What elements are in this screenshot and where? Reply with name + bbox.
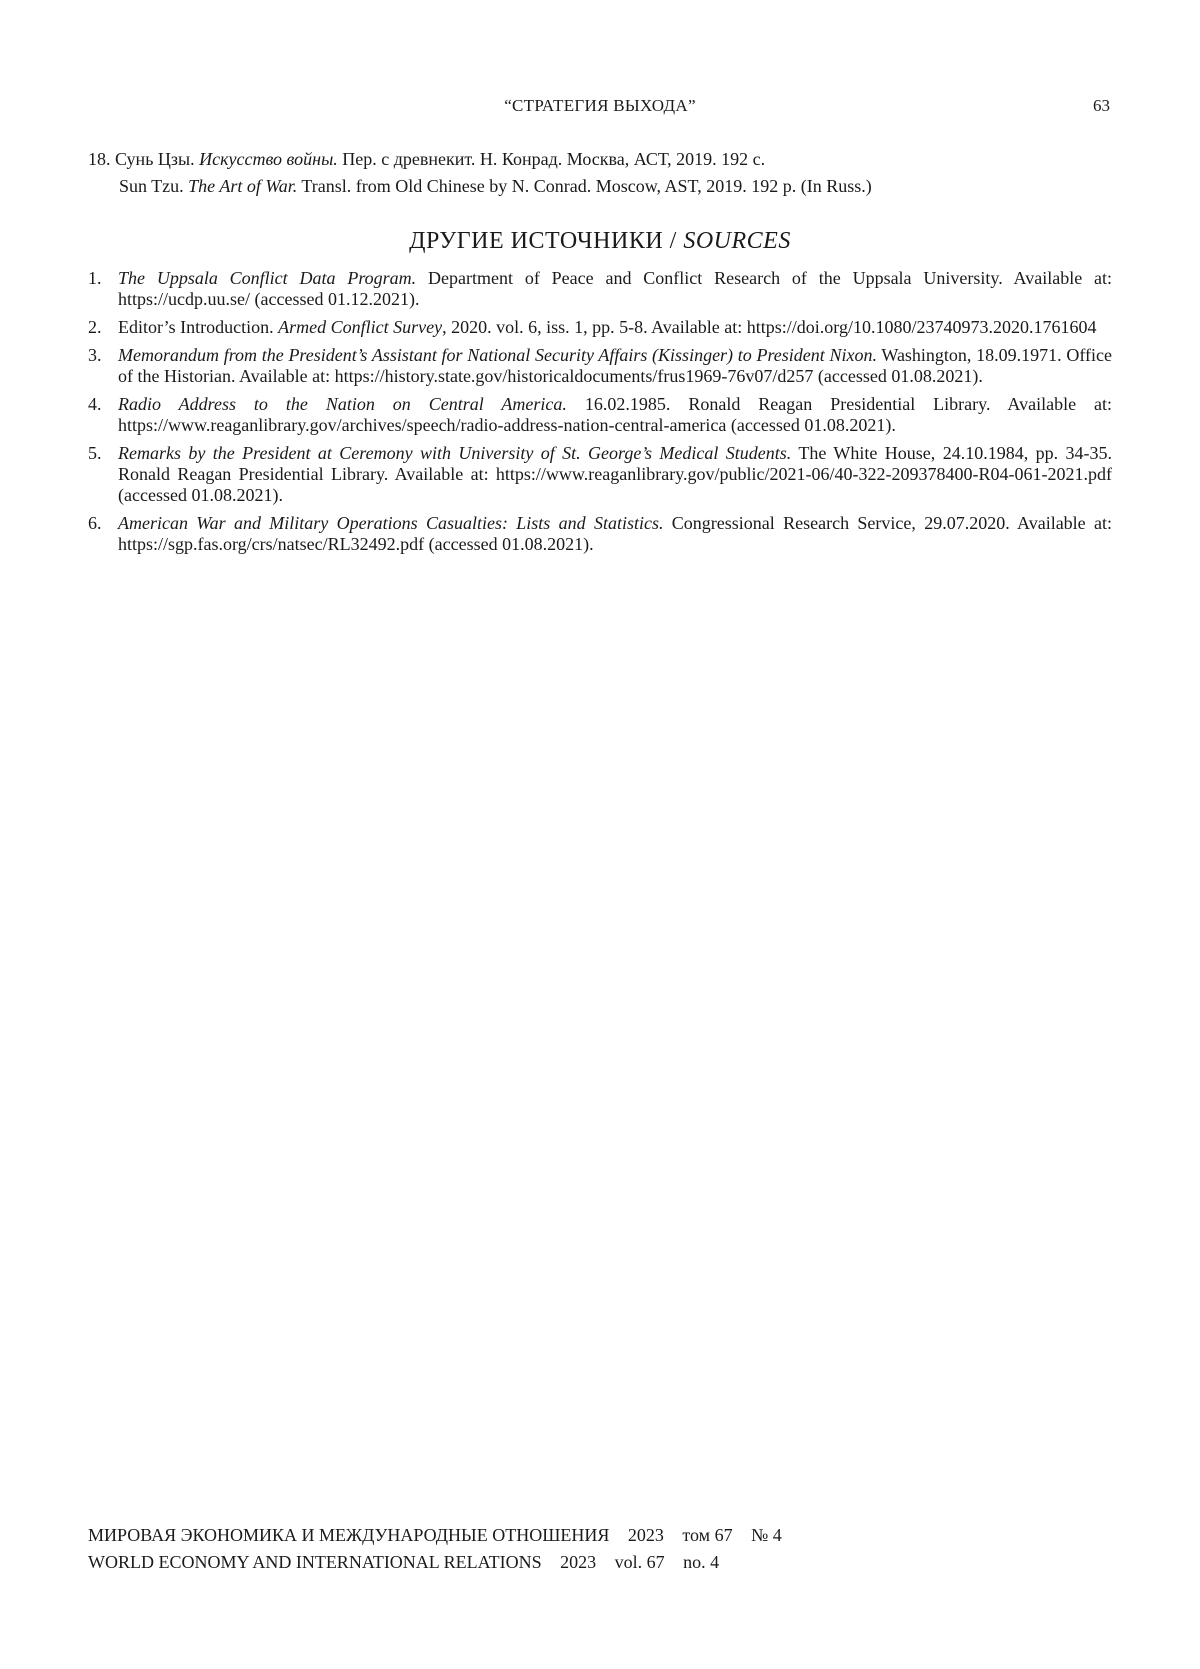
reference-18 xyxy=(88,146,1112,200)
source-item xyxy=(88,345,1112,387)
running-title: “СТРАТЕГИЯ ВЫХОДА” xyxy=(504,96,696,115)
reference-number: 18. xyxy=(88,149,111,169)
source-item xyxy=(88,268,1112,310)
reference-18-russian xyxy=(88,146,1112,173)
source-details: Department of Peace and Conflict Research of the Uppsala University. Available at: https://ucdp.uu.se/ (accessed 01.12.2021). xyxy=(118,268,1113,309)
journal-footer xyxy=(88,1522,782,1576)
source-title: The Uppsala Conflict Data Program. xyxy=(118,268,417,288)
source-number: 3. xyxy=(88,345,102,365)
source-title: Memorandum from the President’s Assistant for National Security Affairs (Kissinger) to President Nixon. xyxy=(118,345,877,365)
reference-title: The Art of War. xyxy=(188,176,298,196)
source-details: Congressional Research Service, 29.07.2020. Available at: https://sgp.fas.org/crs/natsec/RL32492.pdf (accessed 01.08.2021). xyxy=(118,513,1112,554)
source-number: 6. xyxy=(88,513,102,533)
source-title: American War and Military Operations Casualties: Lists and Statistics. xyxy=(118,513,664,533)
journal-year: 2023 xyxy=(627,1525,664,1545)
source-number: 4. xyxy=(88,394,102,414)
source-details: The White House, 24.10.1984, pp. 34-35. Ronald Reagan Presidential Library. Available at: https://www.reaganlibrary.gov/public/2021-06/40-322-209378400-R04-061-2021.pdf (accessed 01.08.2021). xyxy=(118,443,1112,505)
source-details: Washington, 18.09.1971. Office of the Historian. Available at: https://history.state.gov/historicaldocuments/frus1969-76v07/d257 (accessed 01.08.2021). xyxy=(118,345,1112,386)
source-title: Remarks by the President at Ceremony with University of St. George’s Medical Students. xyxy=(118,443,792,463)
source-author: Editor’s Introduction. xyxy=(118,317,274,337)
source-title: Radio Address to the Nation on Central America. xyxy=(118,394,567,414)
page-number: 63 xyxy=(1093,96,1110,115)
source-text xyxy=(118,394,1112,435)
journal-name: МИРОВАЯ ЭКОНОМИКА И МЕЖДУНАРОДНЫЕ ОТНОШЕНИЯ xyxy=(88,1525,610,1545)
reference-author: Sun Tzu. xyxy=(119,176,184,196)
source-item xyxy=(88,317,1112,338)
source-number: 2. xyxy=(88,317,102,337)
source-text xyxy=(118,345,1112,386)
source-text xyxy=(118,268,1112,309)
journal-footer-en xyxy=(88,1549,782,1576)
source-item xyxy=(88,513,1112,555)
reference-author: Сунь Цзы. xyxy=(115,149,195,169)
source-details: 16.02.1985. Ronald Reagan Presidential Library. Available at: https://www.reaganlibrary.gov/archives/speech/radio-address-nation-central-america (accessed 01.08.2021). xyxy=(118,394,1113,435)
source-text xyxy=(118,317,1096,337)
section-heading xyxy=(0,228,1200,255)
journal-year: 2023 xyxy=(560,1552,597,1572)
journal-volume: vol. 67 xyxy=(614,1552,665,1572)
reference-18-english xyxy=(88,173,1112,200)
journal-issue: № 4 xyxy=(751,1525,782,1545)
source-number: 5. xyxy=(88,443,102,463)
journal-footer-ru xyxy=(88,1522,782,1549)
reference-details: Transl. from Old Chinese by N. Conrad. Moscow, AST, 2019. 192 p. (In Russ.) xyxy=(301,176,872,196)
section-heading-en: SOURCES xyxy=(683,228,791,254)
source-item xyxy=(88,443,1112,506)
source-text xyxy=(118,513,1112,554)
journal-volume: том 67 xyxy=(682,1525,733,1545)
source-details: , 2020. vol. 6, iss. 1, pp. 5-8. Available at: https://doi.org/10.1080/23740973.2020.1761604 xyxy=(442,317,1097,337)
section-heading-ru: ДРУГИЕ ИСТОЧНИКИ / xyxy=(409,228,677,254)
source-item xyxy=(88,394,1112,436)
journal-name: WORLD ECONOMY AND INTERNATIONAL RELATIONS xyxy=(88,1552,542,1572)
source-text xyxy=(118,443,1112,505)
journal-issue: no. 4 xyxy=(683,1552,720,1572)
source-number: 1. xyxy=(88,268,102,288)
source-title: Armed Conflict Survey xyxy=(278,317,443,337)
reference-title: Искусство войны. xyxy=(199,149,338,169)
reference-details: Пер. с древнекит. Н. Конрад. Москва, АСТ, 2019. 192 с. xyxy=(342,149,766,169)
sources-list xyxy=(88,268,1112,562)
